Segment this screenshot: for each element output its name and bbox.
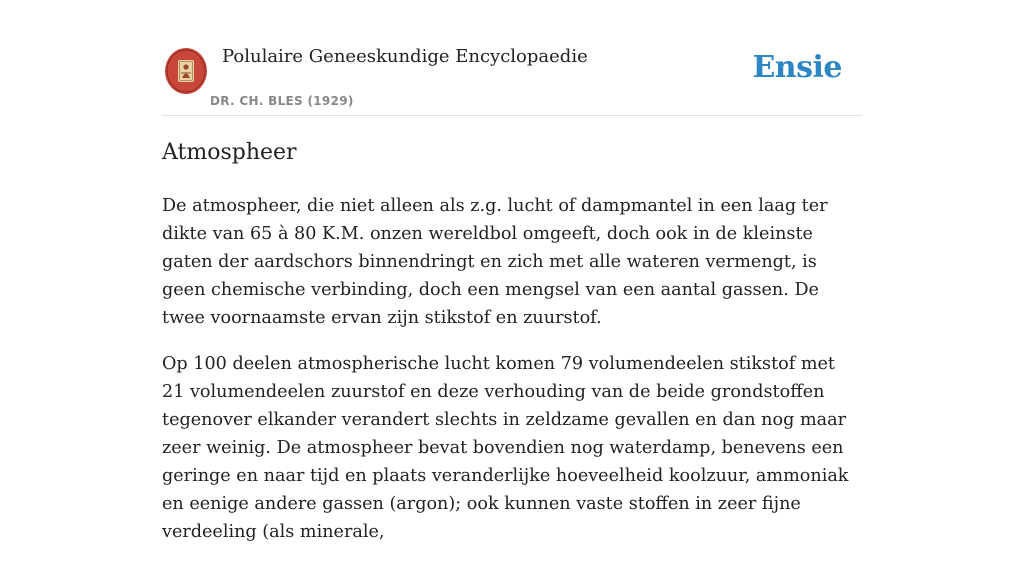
paragraph-2: Op 100 deelen atmospherische lucht komen 79 volumendeelen stikstof met 21 volumendeelen zuurstof en deze verhouding van de beide grondstoffen tegenover elkander verandert slechts in zeldzame gevallen en dan nog maar zeer weinig. De atmospheer bevat bovendien nog waterdamp, benevens een geringe en naar tijd en plaats veranderlijke hoeveelheid koolzuur, ammoniak en eenige andere gassen (argon); ook kunnen vaste stoffen in zeer fijne verdeeling (als minerale,	[162, 354, 849, 542]
header	[162, 0, 862, 116]
page-title: Atmospheer	[162, 140, 297, 165]
brand-logo[interactable]: Ensie	[752, 50, 842, 85]
book-title[interactable]: Polulaire Geneeskundige Encyclopaedie	[222, 46, 588, 67]
page	[162, 0, 862, 542]
book-emblem-icon[interactable]	[164, 47, 208, 95]
article-body	[162, 192, 862, 564]
paragraph-1: De atmospheer, die niet alleen als z.g. lucht of dampmantel in een laag ter dikte van 65 à 80 K.M. onzen wereldbol omgeeft, doch ook in de kleinste gaten der aardschors binnendringt en zich met alle wateren vermengt, is geen chemische verbinding, doch een mengsel van een aantal gassen. De twee voornaamste ervan zijn stikstof en zuurstof.	[162, 196, 828, 328]
author-label: DR. CH. BLES (1929)	[210, 94, 354, 108]
